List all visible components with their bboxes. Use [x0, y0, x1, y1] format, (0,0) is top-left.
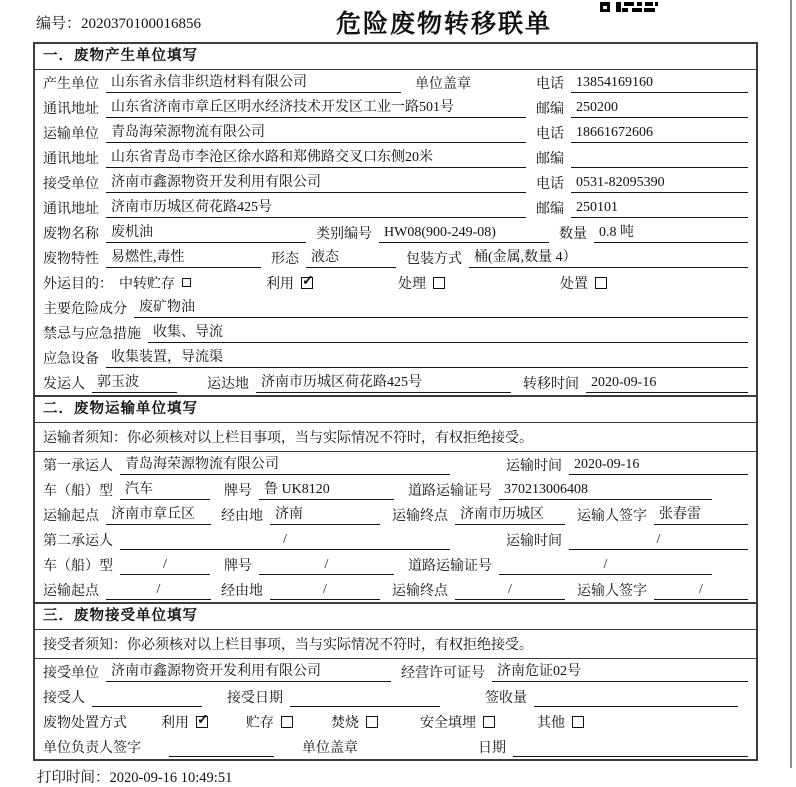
manifest-number-value: 2020370100016856: [81, 16, 202, 32]
disposal-option-2: [331, 712, 378, 732]
plate-label: 牌号: [224, 558, 252, 574]
origin-label: 运输起点: [43, 583, 99, 599]
producer-zip-group: [536, 98, 748, 118]
transporter-zip-value: [571, 148, 748, 168]
permit-value: 济南危证02号: [492, 662, 748, 682]
disposal-option-1-checkbox: [281, 716, 293, 728]
purpose-option-1-label: 利用: [266, 276, 294, 292]
sign2-value: /: [654, 580, 748, 600]
vehicle2-row: [35, 552, 756, 577]
form-wrap: [33, 42, 758, 787]
transporter-address-row: [35, 145, 756, 170]
receiver-row: [35, 170, 756, 195]
category-label: 类别编号: [316, 226, 372, 242]
disposal-option-0-checkbox: [196, 716, 208, 728]
print-time: [33, 766, 758, 787]
via-label: 经由地: [221, 508, 263, 524]
section-transport-title: 二．废物运输单位填写: [35, 397, 756, 423]
plate-label: 牌号: [224, 483, 252, 499]
producer-seal-label: 单位盖章: [415, 76, 471, 92]
carrier1-value: 青岛海荣源物流有限公司: [120, 455, 450, 475]
vehicle1-row: [35, 477, 756, 502]
sign-label: 运输人签字: [577, 508, 647, 524]
transfer-time-value: 2020-09-16: [586, 373, 748, 393]
carrier2-row: [35, 527, 756, 552]
purpose-option-2-checkbox: [433, 277, 445, 289]
destination-label: 运达地: [207, 376, 249, 392]
hazard-label: 主要危险成分: [43, 301, 127, 317]
producer-phone-group: [536, 73, 748, 93]
received-qty-label: 签收量: [485, 690, 527, 706]
permit-label: 经营许可证号: [401, 665, 485, 681]
shipper-row: [35, 370, 756, 395]
destination-value: 济南市历城区荷花路425号: [256, 373, 511, 393]
acceptor-label: 接受人: [43, 690, 85, 706]
equipment-label: 应急设备: [43, 351, 99, 367]
disposal-option-3-label: 安全填埋: [420, 715, 476, 731]
date-label: 日期: [478, 740, 506, 756]
phone-label: 电话: [536, 76, 564, 92]
transporter-value: 青岛海荣源物流有限公司: [106, 123, 526, 143]
shipper-label: 发运人: [43, 376, 85, 392]
page-title: 危险废物转移联单: [336, 11, 553, 38]
transporter-row: [35, 120, 756, 145]
receive-unit-value: 济南市鑫源物资开发利用有限公司: [106, 662, 391, 682]
producer-address-value: 山东省济南市章丘区明水经济技术开发区工业一路501号: [106, 98, 526, 118]
purpose-option-3: [560, 273, 607, 293]
disposal-option-1: [246, 712, 293, 732]
transport-notice-row: [35, 423, 756, 452]
transport-time-label: 运输时间: [506, 458, 562, 474]
purpose-option-0: [119, 273, 191, 293]
zip-label: 邮编: [536, 151, 564, 167]
receive-notice-text: 你必须核对以上栏目事项，当与实际情况不符时，有权拒绝接受。: [127, 638, 533, 653]
disposal-option-0-label: 利用: [161, 715, 189, 731]
end-label: 运输终点: [392, 508, 448, 524]
carrier1-time-value: 2020-09-16: [569, 455, 748, 475]
plate2-value: /: [259, 555, 394, 575]
origin1-value: 济南市章丘区: [106, 505, 211, 525]
equipment-value: 收集装置，导流渠: [106, 348, 748, 368]
end2-value: /: [455, 580, 565, 600]
form-label: 形态: [271, 251, 299, 267]
section-producer: [35, 44, 756, 395]
license-label: 道路运输证号: [408, 483, 492, 499]
producer-phone-value: 13854169160: [571, 73, 748, 93]
waste-name-row: [35, 220, 756, 245]
receiver-phone-value: 0531-82095390: [571, 173, 748, 193]
phone-label: 电话: [536, 126, 564, 142]
transporter-phone-value: 18661672606: [571, 123, 748, 143]
transporter-label: 运输单位: [43, 126, 99, 142]
vehicle-label: 车（船）型: [43, 558, 113, 574]
taboo-label: 禁忌与应急措施: [43, 326, 141, 342]
section-receive: [35, 602, 756, 759]
acceptor-value: [92, 687, 202, 707]
license1-value: 370213006408: [499, 480, 712, 500]
quantity-value: 0.8 吨: [594, 223, 748, 243]
hazard-value: 废矿物油: [134, 298, 748, 318]
disposal-label: 废物处置方式: [43, 715, 127, 731]
plate1-value: 鲁 UK8120: [259, 480, 394, 500]
accept-date-label: 接受日期: [227, 690, 283, 706]
disposal-option-4-checkbox: [572, 716, 584, 728]
head-sign-value: [169, 737, 274, 757]
producer-zip-value: 250200: [571, 98, 748, 118]
purpose-option-1: [266, 273, 313, 293]
transport-notice-label: 运输者须知：: [43, 431, 127, 446]
producer-row: [35, 70, 756, 95]
carrier1-time-group: [506, 455, 748, 475]
section-producer-title: 一．废物产生单位填写: [35, 44, 756, 70]
transporter-address-value: 山东省青岛市李沧区徐水路和郑佛路交叉口东侧20米: [106, 148, 526, 168]
sign-label: 运输人签字: [577, 583, 647, 599]
transporter-zip-group: [536, 148, 748, 168]
route1-row: [35, 502, 756, 527]
taboo-value: 收集、导流: [148, 323, 748, 343]
purpose-label: 外运目的：: [43, 276, 113, 292]
carrier2-value: /: [120, 530, 450, 550]
carrier2-time-group: [506, 530, 748, 550]
zip-label: 邮编: [536, 201, 564, 217]
quantity-label: 数量: [559, 226, 587, 242]
carrier1-row: [35, 452, 756, 477]
category-value: HW08(900-249-08): [379, 223, 549, 243]
print-time-value: 2020-09-16 10:49:51: [109, 770, 233, 786]
section-receive-title: 三．废物接受单位填写: [35, 604, 756, 630]
receive-unit-row: [35, 659, 756, 684]
print-time-label: 打印时间：: [37, 770, 110, 786]
shipper-value: 郭玉波: [92, 373, 177, 393]
manifest-number-label: 编号：: [36, 16, 82, 32]
end-label: 运输终点: [392, 583, 448, 599]
purpose-option-3-checkbox: [595, 277, 607, 289]
disposal-option-4-label: 其他: [537, 715, 565, 731]
acceptor-row: [35, 684, 756, 709]
receiver-phone-group: [536, 173, 748, 193]
purpose-option-2-label: 处理: [398, 276, 426, 292]
address-label: 通讯地址: [43, 201, 99, 217]
receive-unit-label: 接受单位: [43, 665, 99, 681]
section-transport: [35, 395, 756, 602]
traits-label: 废物特性: [43, 251, 99, 267]
receiver-address-row: [35, 195, 756, 220]
receiver-zip-value: 250101: [571, 198, 748, 218]
disposal-option-2-label: 焚烧: [331, 715, 359, 731]
waste-name-value: 废机油: [106, 223, 306, 243]
receive-notice-row: [35, 630, 756, 659]
traits-value: 易燃性,毒性: [106, 248, 261, 268]
phone-label: 电话: [536, 176, 564, 192]
via-label: 经由地: [221, 583, 263, 599]
purpose-option-1-checkbox: [301, 277, 313, 289]
receive-notice-label: 接受者须知：: [43, 638, 127, 653]
sign1-value: 张春雷: [654, 505, 748, 525]
vehicle-label: 车（船）型: [43, 483, 113, 499]
disposal-row: [35, 709, 756, 734]
date-value: [513, 737, 748, 757]
head-sign-label: 单位负责人签字: [43, 740, 141, 756]
unit-seal-label: 单位盖章: [302, 740, 358, 756]
purpose-option-0-label: 中转贮存: [119, 276, 175, 292]
equipment-row: [35, 345, 756, 370]
page-edge-divider: [790, 0, 792, 768]
receiver-address-value: 济南市历城区荷花路425号: [106, 198, 526, 218]
disposal-option-3: [420, 712, 495, 732]
license-label: 道路运输证号: [408, 558, 492, 574]
form-value: 液态: [306, 248, 396, 268]
transport-time-label: 运输时间: [506, 533, 562, 549]
qr-code-icon: [600, 0, 658, 18]
purpose-option-2: [398, 273, 445, 293]
producer-address-row: [35, 95, 756, 120]
via1-value: 济南: [270, 505, 380, 525]
disposal-option-1-label: 贮存: [246, 715, 274, 731]
carrier2-time-value: /: [569, 530, 748, 550]
transfer-time-label: 转移时间: [523, 376, 579, 392]
accept-date-value: [290, 687, 440, 707]
via2-value: /: [270, 580, 380, 600]
producer-label: 产生单位: [43, 76, 99, 92]
receiver-label: 接受单位: [43, 176, 99, 192]
carrier1-label: 第一承运人: [43, 458, 113, 474]
transporter-phone-group: [536, 123, 748, 143]
packing-value: 桶(金属,数量 4）: [469, 248, 748, 268]
purpose-option-0-checkbox: [182, 278, 191, 287]
waste-name-label: 废物名称: [43, 226, 99, 242]
end1-value: 济南市历城区: [455, 505, 565, 525]
disposal-option-2-checkbox: [366, 716, 378, 728]
vehicle2-value: /: [120, 555, 210, 575]
route2-row: [35, 577, 756, 602]
receiver-value: 济南市鑫源物资开发利用有限公司: [106, 173, 526, 193]
received-qty-value: [534, 687, 738, 707]
disposal-option-0: [161, 712, 208, 732]
disposal-option-3-checkbox: [483, 716, 495, 728]
head-sign-row: [35, 734, 756, 759]
origin2-value: /: [106, 580, 211, 600]
hazard-row: [35, 295, 756, 320]
vehicle1-value: 汽车: [120, 480, 210, 500]
transport-notice-text: 你必须核对以上栏目事项，当与实际情况不符时，有权拒绝接受。: [127, 431, 533, 446]
origin-label: 运输起点: [43, 508, 99, 524]
disposal-option-4: [537, 712, 584, 732]
purpose-option-3-label: 处置: [560, 276, 588, 292]
purpose-row: [35, 270, 756, 295]
receiver-zip-group: [536, 198, 748, 218]
packing-label: 包装方式: [406, 251, 462, 267]
carrier2-label: 第二承运人: [43, 533, 113, 549]
address-label: 通讯地址: [43, 101, 99, 117]
manifest-form: [33, 42, 758, 761]
zip-label: 邮编: [536, 101, 564, 117]
license2-value: /: [499, 555, 712, 575]
producer-value: 山东省永信非织造材料有限公司: [106, 73, 401, 93]
address-label: 通讯地址: [43, 151, 99, 167]
manifest-number: [36, 12, 201, 33]
taboo-row: [35, 320, 756, 345]
waste-traits-row: [35, 245, 756, 270]
